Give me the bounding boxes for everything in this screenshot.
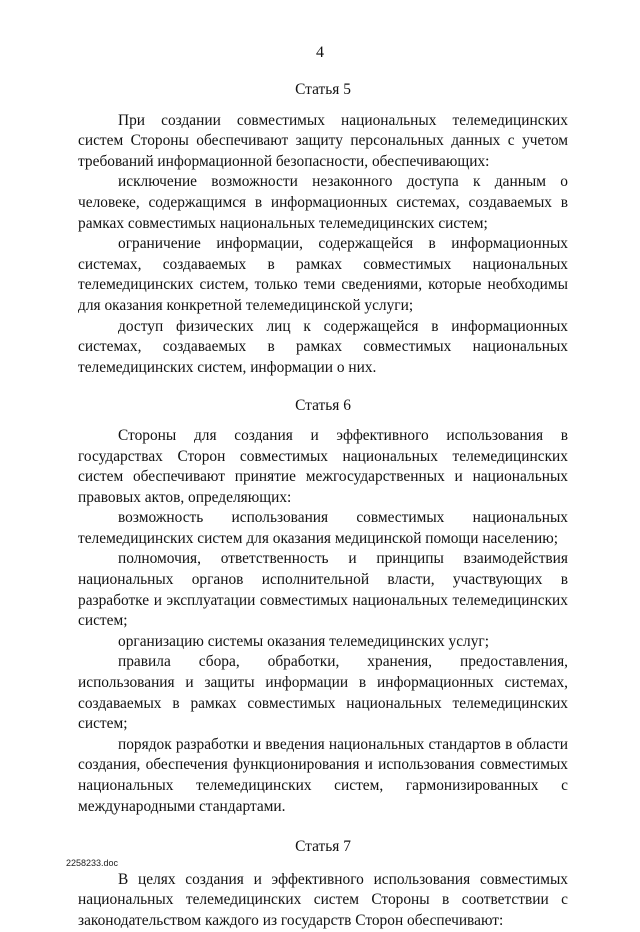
article-6 bbox=[78, 396, 568, 817]
paragraph: При создании совместимых национальных телемедицинских систем Стороны обеспечивают защиту персональных данных с учетом требований информационной безопасности, обеспечивающих: bbox=[78, 111, 568, 170]
paragraph: исключение возможности незаконного доступа к данным о человеке, содержащимся в информационных системах, создаваемых в рамках совместимых национальных телемедицинских систем; bbox=[78, 173, 568, 232]
paragraph: правила сбора, обработки, хранения, предоставления, использования и защиты информации в информационных системах, создаваемых в рамках совместимых национальных телемедицинских систем; bbox=[78, 653, 568, 733]
paragraph: организацию системы оказания телемедицинских услуг; bbox=[118, 632, 489, 650]
paragraph: полномочия, ответственность и принципы взаимодействия национальных органов исполнительной власти, участвующих в разработке и эксплуатации совместимых национальных телемедицинских систем; bbox=[78, 550, 568, 630]
document-id: 2258233.doc bbox=[66, 858, 119, 868]
article-heading: Статья 7 bbox=[295, 838, 351, 856]
paragraph: доступ физических лиц к содержащейся в информационных системах, создаваемых в рамках совместимых национальных телемедицинских систем, информации о них. bbox=[78, 317, 568, 376]
article-heading: Статья 6 bbox=[295, 397, 351, 415]
paragraph: Стороны для создания и эффективного использования в государствах Сторон совместимых национальных телемедицинских систем обеспечивают принятие межгосударственных и национальных правовых актов, определяющих: bbox=[78, 426, 568, 506]
paragraph: порядок разработки и введения национальных стандартов в области создания, обеспечения функционирования и использования совместимых национальных телемедицинских систем, гармонизированных с международными стандартами. bbox=[78, 735, 568, 815]
paragraph: В целях создания и эффективного использования совместимых национальных телемедицинских систем Стороны в соответствии с законодательством каждого из государств Сторон обеспечивают: bbox=[78, 870, 568, 929]
document-body bbox=[78, 80, 568, 932]
article-7 bbox=[78, 837, 568, 931]
article-heading: Статья 5 bbox=[295, 81, 351, 98]
page-number: 4 bbox=[316, 44, 324, 61]
article-5 bbox=[78, 80, 568, 378]
paragraph: возможность использования совместимых национальных телемедицинских систем для оказания медицинской помощи населению; bbox=[78, 509, 568, 547]
paragraph: ограничение информации, содержащейся в информационных системах, создаваемых в рамках совместимых национальных телемедицинских систем, только теми сведениями, которые необходимы для оказания конкретной телемедицинской услуги; bbox=[78, 235, 568, 314]
